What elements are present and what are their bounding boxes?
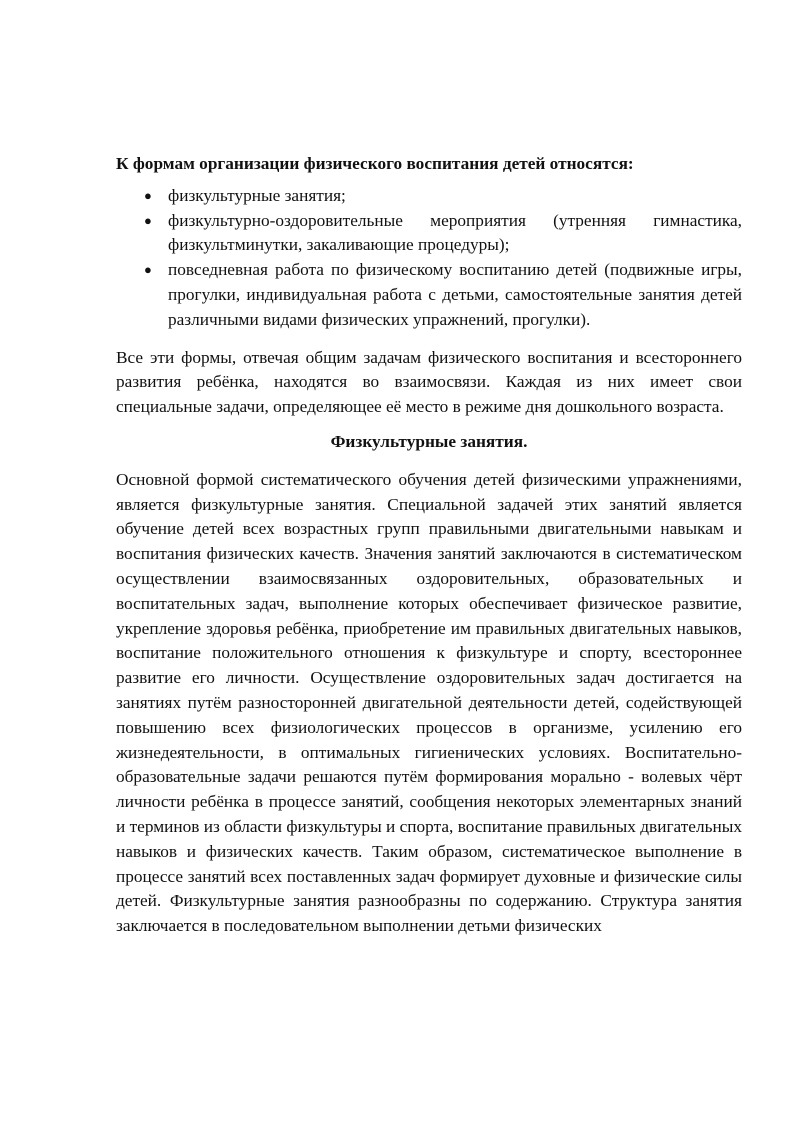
- subsection-heading: Физкультурные занятия.: [330, 431, 528, 451]
- list-item: [116, 258, 742, 332]
- list-item-text: физкультурно-оздоровительные мероприятия (утренняя гимнастика, физкультминутки, закаливающие процедуры);: [168, 210, 742, 255]
- list-item-text: физкультурные занятия;: [168, 185, 346, 205]
- list-item: [116, 209, 742, 259]
- list-item: [116, 184, 742, 209]
- section-heading: К формам организации физического воспитания детей относятся:: [116, 154, 634, 173]
- body-paragraph: Основной формой систематического обучения детей физическими упражнениями, является физкультурные занятия. Специальной задачей этих занятий является обучение детей всех возрастных групп правильными двигательными навыкам и воспитания физических качеств. Значения занятий заключаются в систематическом осуществлении взаимосвязанных оздоровительных, образовательных и воспитательных задач, выполнение которых обеспечивает физическое развитие, укрепление здоровья ребёнка, приобретение им правильных двигательных навыков, воспитание положительного отношения к физкультуре и спорту, всестороннее развитие его личности. Осуществление оздоровительных задач достигается на занятиях путём разносторонней двигательной деятельности детей, содействующей повышению всех физиологических процессов в организме, усилению его жизнедеятельности, в оптимальных гигиенических условиях. Воспитательно-образовательные задачи решаются путём формирования морально - волевых чёрт личности ребёнка в процессе занятий, сообщения некоторых элементарных знаний и терминов из области физкультуры и спорта, воспитание правильных двигательных навыков и физических качеств. Таким образом, систематическое выполнение в процессе занятий всех поставленных задач формирует духовные и физические силы детей. Физкультурные занятия разнообразны по содержанию. Структура занятия заключается в последовательном выполнении детьми физических: [116, 469, 742, 936]
- forms-list: [116, 184, 742, 333]
- intro-paragraph: Все эти формы, отвечая общим задачам физического воспитания и всестороннего развития ребёнка, находятся во взаимосвязи. Каждая из них имеет свои специальные задачи, определяющее её место в режиме дня дошкольного возраста.: [116, 347, 742, 417]
- list-item-text: повседневная работа по физическому воспитанию детей (подвижные игры, прогулки, индивидуальная работа с детьми, самостоятельные занятия детей различными видами физических упражнений, прогулки).: [168, 260, 742, 329]
- bullet-icon: ●: [144, 187, 152, 203]
- document-body: [116, 152, 742, 939]
- bullet-icon: ●: [144, 212, 152, 228]
- bullet-icon: ●: [144, 262, 152, 278]
